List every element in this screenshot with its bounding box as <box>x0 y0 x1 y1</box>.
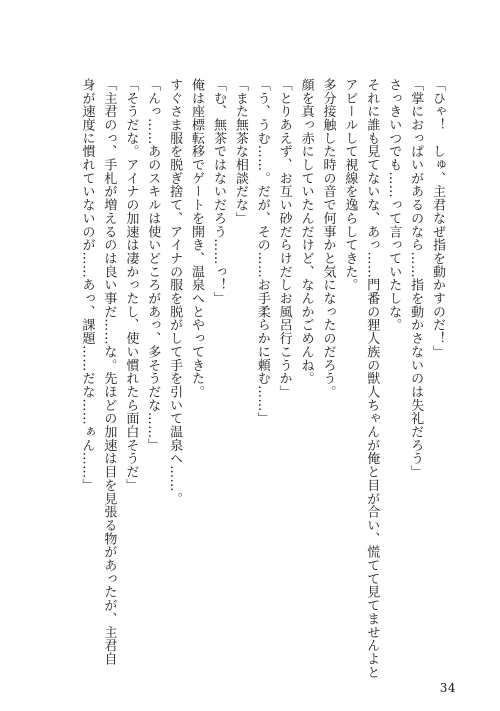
text-line: 「また無茶な相談だな」 <box>232 78 248 225</box>
body-text <box>76 78 448 678</box>
text-line: 「う、うむ……。だが、その……お手柔らかに頼む……」 <box>254 78 270 426</box>
text-line: 多分接触した時の音で何事かと気になったのだろう。 <box>320 78 336 399</box>
page-number: 34 <box>439 681 456 695</box>
text-line: 「そうだな。アイナの加速は凄かったし、使い慣れたら面白そうだ」 <box>123 78 139 492</box>
text-line: 「主君のっ、手札が増えるのは良い事だ……な。先ほどの加速は目を見張る物があったが、主君自 <box>101 78 117 666</box>
text-line: 顔を真っ赤にしていたんだけど、なんかごめんね。 <box>298 78 314 386</box>
text-line: さっきいつでも……って言っていたしな。 <box>386 78 402 332</box>
text-line: 俺は座標転移でゲートを開き、温泉へとやってきた。 <box>189 78 205 399</box>
text-line: すぐさま服を脱ぎ捨て、アイナの服を脱がして手を引いて温泉へ……。 <box>167 78 183 506</box>
text-line: 「む、無茶ではないだろう……っ！」 <box>210 78 226 305</box>
text-line: アピールして視線を逸らしてきた。 <box>342 78 358 292</box>
text-line: 「掌におっぱいがあるのなら……指を動かさないのは失礼だろう」 <box>408 78 424 479</box>
text-line: それに誰も見てないな、あっ……門番の狸人族の獣人ちゃんが俺と目が合い、慌てて見てませんよと <box>364 78 380 679</box>
text-line: 身が速度に慣れていないのが……あっ、課題……だな……ぁん……」 <box>79 78 95 492</box>
text-line: 「ひゃ！ しゅ、主君なぜ指を動かすのだ！」 <box>430 78 445 359</box>
text-line: 「とりあえず、お互い砂だらけだしお風呂行こうか」 <box>276 78 292 399</box>
text-line: 「んっ……あのスキルは使いどころがあっ、多そうだな……」 <box>145 78 161 452</box>
